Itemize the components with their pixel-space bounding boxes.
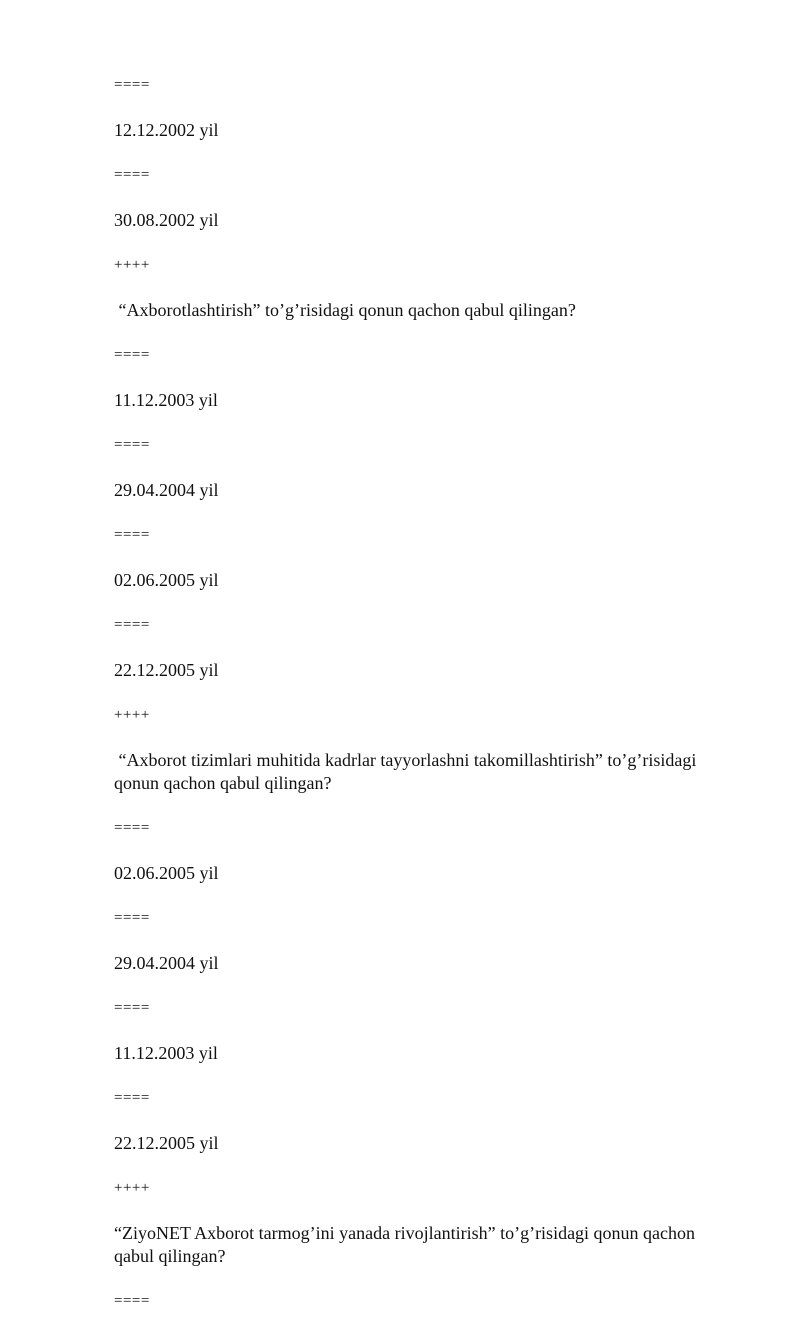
answer-separator: ==== bbox=[114, 167, 150, 183]
answer-option: 29.04.2004 yil bbox=[114, 953, 219, 973]
answer-separator: ==== bbox=[114, 1293, 150, 1309]
question-text: “ZiyoNET Axborot tarmog’ini yanada rivojlantirish” to’g’risidagi qonun qachon qabul qilingan? bbox=[114, 1223, 700, 1266]
question-separator: ++++ bbox=[114, 1180, 150, 1196]
answer-option: 11.12.2003 yil bbox=[114, 390, 218, 410]
answer-option: 12.12.2002 yil bbox=[114, 120, 219, 140]
answer-option: 30.08.2002 yil bbox=[114, 210, 219, 230]
answer-option: 29.04.2004 yil bbox=[114, 480, 219, 500]
answer-option: 02.06.2005 yil bbox=[114, 570, 219, 590]
answer-separator: ==== bbox=[114, 437, 150, 453]
document-page bbox=[114, 74, 734, 1335]
question-text: “Axborot tizimlari muhitida kadrlar tayyorlashni takomillashtirish” to’g’risidagi qonun qachon qabul qilingan? bbox=[114, 750, 701, 793]
answer-separator: ==== bbox=[114, 1000, 150, 1016]
answer-separator: ==== bbox=[114, 77, 150, 93]
answer-option: 02.06.2005 yil bbox=[114, 863, 219, 883]
question-separator: ++++ bbox=[114, 257, 150, 273]
answer-option: 22.12.2005 yil bbox=[114, 1133, 219, 1153]
answer-separator: ==== bbox=[114, 820, 150, 836]
question-text: “Axborotlashtirish” to’g’risidagi qonun qachon qabul qilingan? bbox=[114, 300, 576, 320]
answer-separator: ==== bbox=[114, 347, 150, 363]
answer-option: 22.12.2005 yil bbox=[114, 660, 219, 680]
answer-separator: ==== bbox=[114, 617, 150, 633]
question-separator: ++++ bbox=[114, 707, 150, 723]
answer-separator: ==== bbox=[114, 910, 150, 926]
answer-option: 11.12.2003 yil bbox=[114, 1043, 218, 1063]
answer-separator: ==== bbox=[114, 1090, 150, 1106]
answer-separator: ==== bbox=[114, 527, 150, 543]
